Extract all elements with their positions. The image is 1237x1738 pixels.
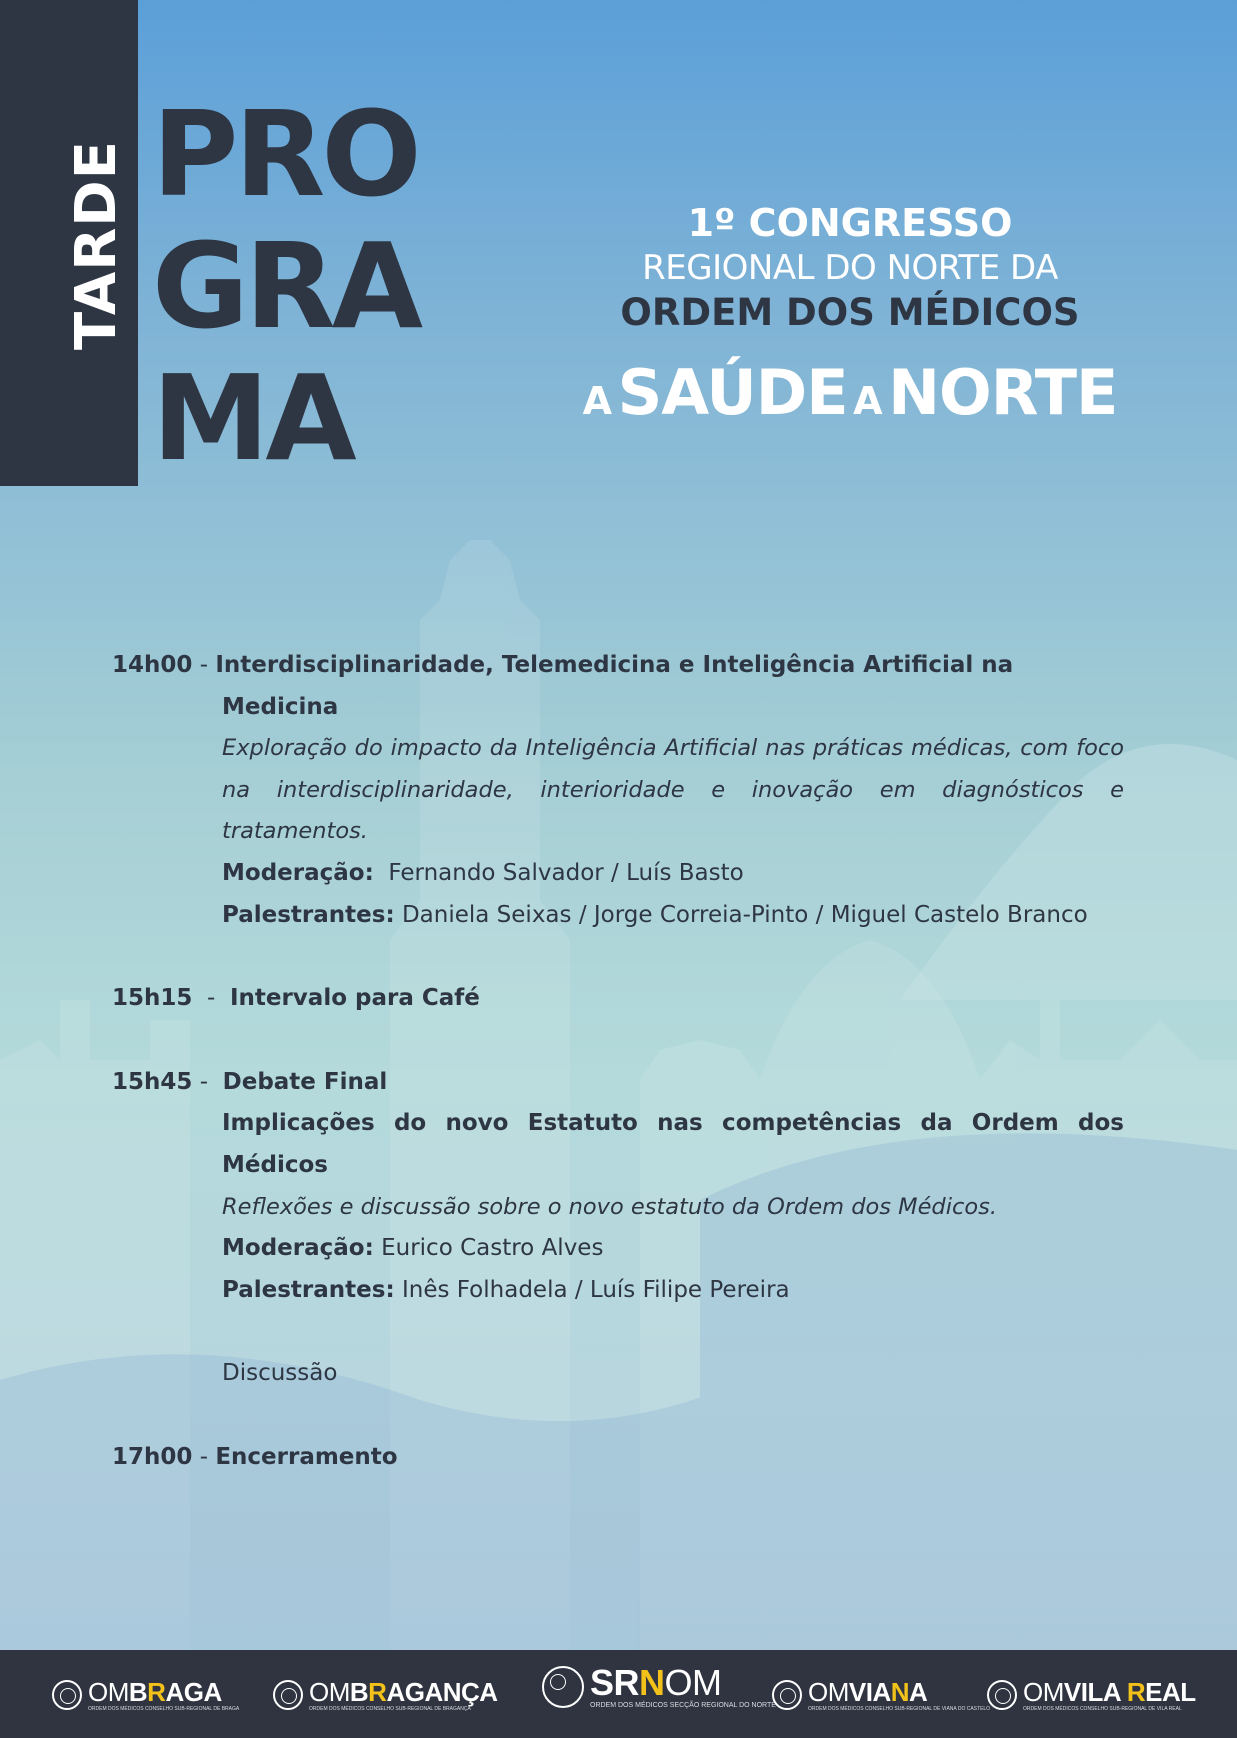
moderators: Fernando Salvador / Luís Basto: [373, 859, 744, 886]
item-time: 14h00: [112, 652, 193, 678]
item-subtitle: Implicações do novo Estatuto nas competências da Ordem dos Médicos: [222, 1110, 1124, 1178]
speakers: Daniela Seixas / Jorge Correia-Pinto / Miguel Castelo Branco: [394, 901, 1088, 928]
logo-prefix: OM: [88, 1676, 129, 1707]
logo-prefix: OM: [1023, 1676, 1064, 1707]
slogan-word-4: NORTE: [888, 356, 1118, 429]
slogan: [520, 356, 1180, 429]
item-time: 15h45: [112, 1068, 193, 1095]
speakers: Inês Folhadela / Luís Filipe Pereira: [394, 1276, 790, 1303]
congress-heading: [520, 200, 1180, 429]
logo-subtitle: ORDEM DOS MÉDICOS CONSELHO SUB-REGIONAL DE BRAGA: [88, 1705, 240, 1712]
moderation-label: Moderação:: [222, 1235, 374, 1262]
logo-subtitle: ORDEM DOS MÉDICOS CONSELHO SUB-REGIONAL DE BRAGANÇA: [309, 1705, 471, 1712]
item-separator: -: [192, 1443, 216, 1470]
logo-om-viana: [772, 1672, 990, 1718]
logo-name-b: A: [909, 1676, 928, 1707]
item-time: 15h15: [112, 985, 193, 1012]
congress-line-3: ORDEM DOS MÉDICOS: [620, 291, 1080, 334]
logo-name-accent: N: [639, 1661, 665, 1703]
logo-name-a: SR: [590, 1661, 640, 1703]
logo-name-a: VIA: [848, 1676, 891, 1707]
logo-prefix: OM: [808, 1676, 849, 1707]
logo-name-a: B: [349, 1676, 369, 1707]
moderators: Eurico Castro Alves: [373, 1235, 604, 1262]
item-title: Debate Final: [222, 1068, 388, 1095]
schedule-item-1700: [112, 1437, 1124, 1479]
programa-title-line-3: MA: [152, 349, 353, 487]
logo-name-accent: R: [147, 1676, 166, 1707]
speakers-label: Palestrantes:: [222, 901, 395, 928]
item-description: Reflexões e discussão sobre o novo estatuto da Ordem dos Médicos.: [222, 1193, 997, 1220]
logo-name-b: EAL: [1145, 1676, 1196, 1707]
discussion-label: Discussão: [222, 1360, 338, 1387]
logo-om-vila-real: [987, 1672, 1196, 1718]
logo-name-a: B: [128, 1676, 148, 1707]
logo-subtitle: ORDEM DOS MÉDICOS CONSELHO SUB-REGIONAL DE VILA REAL: [1023, 1705, 1182, 1712]
speakers-label: Palestrantes:: [222, 1276, 395, 1303]
schedule-item-1545: [112, 1062, 1124, 1395]
om-seal-icon: [772, 1680, 802, 1710]
footer-logos-bar: [0, 1650, 1237, 1738]
logo-srnom: [542, 1661, 776, 1710]
logo-name-accent: N: [890, 1676, 910, 1707]
item-separator: -: [192, 1068, 223, 1095]
logo-name-b: AGANÇA: [386, 1676, 498, 1707]
logo-subtitle: ORDEM DOS MÉDICOS CONSELHO SUB-REGIONAL DE VIANA DO CASTELO: [808, 1705, 991, 1712]
moderation-label: Moderação:: [222, 859, 374, 886]
tarde-side-band: [0, 0, 138, 486]
congress-line-2: REGIONAL DO NORTE DA: [642, 248, 1058, 288]
logo-name-b: AGA: [165, 1676, 222, 1707]
item-description: Exploração do impacto da Inteligência Artificial nas práticas médicas, com foco na interdisciplinaridade, interioridade e inovação em diagnósticos e tratamentos.: [222, 735, 1124, 845]
slogan-word-1: A: [582, 379, 613, 423]
programa-title-line-1: PRO: [152, 85, 418, 223]
programa-title-line-2: GRA: [152, 217, 420, 355]
schedule-item-1515: [112, 978, 1124, 1020]
om-seal-icon: [273, 1680, 303, 1710]
schedule-item-1400: [112, 645, 1124, 936]
item-title: Intervalo para Café: [229, 985, 480, 1012]
logo-prefix: OM: [309, 1676, 350, 1707]
logo-om-braganca: [273, 1672, 498, 1718]
om-seal-icon: [542, 1666, 584, 1708]
logo-name-accent: R: [1126, 1676, 1146, 1707]
program-schedule: [112, 645, 1124, 1479]
item-title: Interdisciplinaridade, Telemedicina e Inteligência Artificial na: [215, 652, 1014, 678]
logo-name-accent: R: [368, 1676, 387, 1707]
item-separator: -: [192, 985, 230, 1012]
logo-om-braga: [52, 1672, 239, 1718]
logo-name-a: VILA: [1063, 1676, 1127, 1707]
programa-title: [152, 85, 420, 487]
item-time: 17h00: [112, 1443, 193, 1470]
session-label: TARDE: [64, 139, 129, 350]
congress-line-1: 1º CONGRESSO: [687, 201, 1013, 245]
slogan-word-3: A: [853, 379, 883, 423]
slogan-word-2: SAÚDE: [617, 356, 848, 429]
logo-subtitle: ORDEM DOS MÉDICOS SECÇÃO REGIONAL DO NORTE: [590, 1701, 776, 1709]
item-title: Encerramento: [215, 1443, 398, 1470]
om-seal-icon: [52, 1680, 82, 1710]
item-title-continued: Medicina: [222, 693, 339, 720]
om-seal-icon: [987, 1680, 1017, 1710]
item-separator: -: [192, 652, 216, 678]
logo-name-b: OM: [664, 1661, 722, 1703]
